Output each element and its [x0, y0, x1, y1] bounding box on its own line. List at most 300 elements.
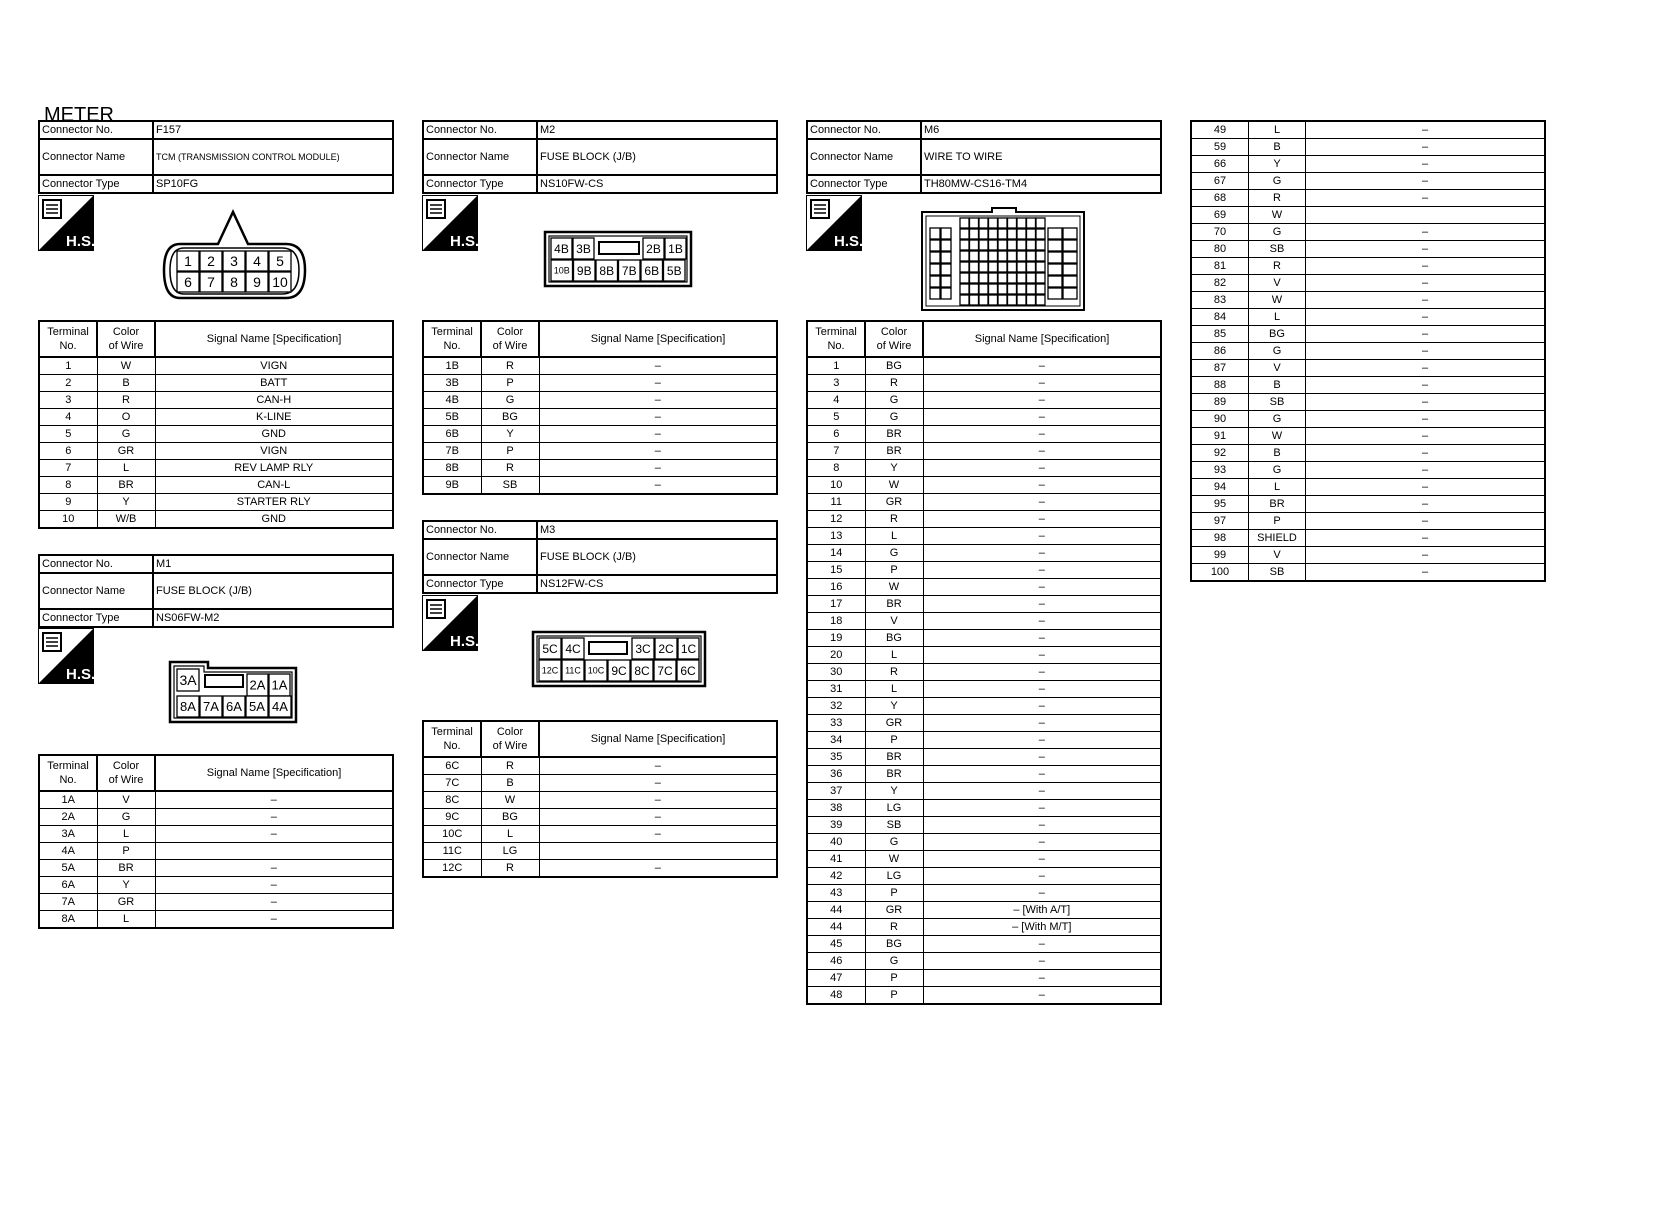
connector-pin	[960, 218, 969, 228]
signal-name: –	[1306, 275, 1546, 292]
terminal-no: 46	[807, 953, 865, 970]
table-row	[39, 392, 393, 409]
connector-pin	[1027, 240, 1036, 250]
pin-label: 8B	[599, 263, 615, 278]
table-row	[1191, 309, 1545, 326]
signal-name: –	[539, 375, 777, 392]
table-row	[807, 885, 1161, 902]
signal-name: –	[923, 647, 1161, 664]
terminal-table-m3	[422, 720, 778, 878]
connector-pin	[979, 240, 988, 250]
connector-pin	[970, 295, 979, 305]
terminal-no: 18	[807, 613, 865, 630]
terminal-no: 4	[807, 392, 865, 409]
wire-color: BR	[865, 766, 923, 783]
wire-color: GR	[97, 443, 155, 460]
connector-pin	[930, 228, 940, 239]
connector-pin	[970, 229, 979, 239]
wire-color: R	[481, 357, 539, 375]
terminal-no: 17	[807, 596, 865, 613]
terminal-table-m6-continued	[1190, 120, 1546, 582]
terminal-no: 48	[807, 987, 865, 1005]
signal-name: –	[1306, 173, 1546, 190]
terminal-no: 19	[807, 630, 865, 647]
wire-color: GR	[865, 902, 923, 919]
terminal-no: 10	[807, 477, 865, 494]
table-row	[807, 477, 1161, 494]
signal-name: –	[539, 860, 777, 878]
wire-color: R	[1249, 258, 1306, 275]
signal-name: –	[539, 775, 777, 792]
terminal-no: 7B	[423, 443, 481, 460]
table-row	[807, 732, 1161, 749]
table-row	[423, 843, 777, 860]
pin-label: 3B	[576, 241, 591, 256]
table-row	[807, 766, 1161, 783]
connector-pin	[941, 228, 951, 239]
terminal-no: 67	[1191, 173, 1249, 190]
table-row	[39, 860, 393, 877]
terminal-no: 4B	[423, 392, 481, 409]
connector-pin	[1036, 218, 1045, 228]
connector-no-label: Connector No.	[423, 121, 537, 139]
wire-color: Y	[865, 698, 923, 715]
connector-pin	[989, 295, 998, 305]
wire-color: P	[481, 443, 539, 460]
table-row	[39, 357, 393, 375]
connector-no-value: M1	[153, 555, 393, 573]
connector-pin	[960, 295, 969, 305]
connector-pin	[1008, 284, 1017, 294]
connector-pin	[979, 295, 988, 305]
connector-type-value: NS06FW-M2	[153, 609, 393, 627]
wire-color: W	[1249, 292, 1306, 309]
table-row	[1191, 394, 1545, 411]
terminal-no: 3	[807, 375, 865, 392]
table-row	[807, 936, 1161, 953]
wire-color: BR	[865, 749, 923, 766]
table-row	[807, 630, 1161, 647]
wire-color: V	[97, 791, 155, 809]
wire-color: SB	[1249, 564, 1306, 582]
wire-color: L	[481, 826, 539, 843]
table-row	[807, 953, 1161, 970]
connector-header-f157	[38, 120, 394, 194]
pin-label: 6C	[680, 663, 696, 678]
signal-name: –	[1306, 190, 1546, 207]
connector-latch	[589, 642, 627, 654]
connector-type-value: NS12FW-CS	[537, 575, 777, 593]
terminal-no: 80	[1191, 241, 1249, 258]
signal-name: –	[1306, 309, 1546, 326]
connector-pin	[1036, 229, 1045, 239]
signal-name: –	[539, 443, 777, 460]
svg-text:H.S.: H.S.	[66, 233, 94, 250]
wire-color: R	[865, 664, 923, 681]
wire-color: SB	[1249, 241, 1306, 258]
pin-label: 2C	[658, 641, 674, 656]
connector-pin	[998, 229, 1007, 239]
table-row	[1191, 326, 1545, 343]
terminal-no: 33	[807, 715, 865, 732]
connector-latch	[205, 675, 243, 687]
pin-label: 1	[184, 253, 192, 270]
terminal-no: 41	[807, 851, 865, 868]
signal-name: –	[1306, 121, 1546, 139]
terminal-no: 10C	[423, 826, 481, 843]
wire-color: V	[865, 613, 923, 630]
connector-pin	[960, 229, 969, 239]
signal-name: –	[923, 460, 1161, 477]
table-row	[807, 970, 1161, 987]
wire-color: G	[1249, 224, 1306, 241]
terminal-no: 91	[1191, 428, 1249, 445]
connector-header-m2	[422, 120, 778, 194]
connector-diagram-m2	[543, 230, 695, 295]
connector-pin	[989, 251, 998, 261]
terminal-no: 14	[807, 545, 865, 562]
terminal-no: 7A	[39, 894, 97, 911]
connector-pin	[930, 264, 940, 275]
connector-pin	[1008, 262, 1017, 272]
terminal-no: 1B	[423, 357, 481, 375]
connector-pin	[1008, 295, 1017, 305]
pin-label: 8C	[634, 663, 650, 678]
signal-name: –	[539, 460, 777, 477]
signal-name: – [With M/T]	[923, 919, 1161, 936]
signal-name-header: Signal Name [Specification]	[923, 321, 1161, 357]
connector-pin	[970, 251, 979, 261]
table-row	[807, 800, 1161, 817]
terminal-no: 47	[807, 970, 865, 987]
pin-label: 6B	[644, 263, 660, 278]
signal-name: –	[539, 826, 777, 843]
table-row	[807, 783, 1161, 800]
table-row	[1191, 258, 1545, 275]
wire-color: G	[1249, 462, 1306, 479]
connector-pin	[941, 276, 951, 287]
signal-name: STARTER RLY	[155, 494, 393, 511]
terminal-no: 35	[807, 749, 865, 766]
connector-pin	[1027, 284, 1036, 294]
wire-color: L	[865, 647, 923, 664]
signal-name: CAN-L	[155, 477, 393, 494]
connector-type-value: TH80MW-CS16-TM4	[921, 175, 1161, 193]
wire-color: P	[1249, 513, 1306, 530]
wire-color: R	[865, 375, 923, 392]
svg-text:H.S.: H.S.	[66, 666, 94, 683]
signal-name: –	[923, 357, 1161, 375]
wire-color: G	[865, 953, 923, 970]
table-row	[423, 375, 777, 392]
terminal-no: 20	[807, 647, 865, 664]
signal-name: –	[923, 953, 1161, 970]
connector-pin	[1008, 218, 1017, 228]
terminal-no: 92	[1191, 445, 1249, 462]
connector-pin	[1036, 262, 1045, 272]
signal-name: –	[155, 911, 393, 929]
signal-name: –	[923, 936, 1161, 953]
table-row	[807, 834, 1161, 851]
signal-name: –	[923, 885, 1161, 902]
table-row	[39, 375, 393, 392]
connector-header-m1	[38, 554, 394, 628]
terminal-no: 4	[39, 409, 97, 426]
hs-icon	[38, 628, 94, 684]
table-row	[1191, 275, 1545, 292]
connector-type-value: NS10FW-CS	[537, 175, 777, 193]
table-row	[423, 826, 777, 843]
signal-name: –	[923, 987, 1161, 1005]
table-row	[1191, 139, 1545, 156]
table-row	[39, 409, 393, 426]
terminal-no: 81	[1191, 258, 1249, 275]
connector-pin	[941, 252, 951, 263]
signal-name: –	[539, 792, 777, 809]
pin-label: 7B	[621, 263, 637, 278]
terminal-no-header: Terminal No.	[39, 755, 97, 791]
table-row	[807, 426, 1161, 443]
signal-name: –	[155, 826, 393, 843]
terminal-no: 87	[1191, 360, 1249, 377]
table-row	[1191, 360, 1545, 377]
terminal-no: 99	[1191, 547, 1249, 564]
signal-name-header: Signal Name [Specification]	[155, 755, 393, 791]
wire-color: BG	[865, 936, 923, 953]
signal-name: –	[923, 511, 1161, 528]
signal-name: –	[539, 809, 777, 826]
table-row	[1191, 462, 1545, 479]
wire-color: P	[865, 987, 923, 1005]
signal-name: –	[923, 783, 1161, 800]
pin-label: 3	[230, 253, 238, 270]
table-row	[807, 987, 1161, 1005]
wire-color: G	[97, 426, 155, 443]
table-row	[807, 647, 1161, 664]
wire-color: V	[1249, 275, 1306, 292]
table-row	[807, 664, 1161, 681]
wire-color: Y	[97, 494, 155, 511]
wire-color: W/B	[97, 511, 155, 529]
connector-pin	[979, 229, 988, 239]
connector-pin	[1048, 264, 1062, 275]
connector-name-label: Connector Name	[39, 139, 153, 175]
connector-pin	[1017, 284, 1026, 294]
connector-pin	[979, 284, 988, 294]
connector-header-m6	[806, 120, 1162, 194]
svg-text:H.S.: H.S.	[450, 233, 478, 250]
signal-name: –	[155, 860, 393, 877]
table-row	[39, 809, 393, 826]
terminal-no: 5A	[39, 860, 97, 877]
pin-label: 8	[230, 274, 238, 291]
terminal-no: 68	[1191, 190, 1249, 207]
signal-name: –	[923, 409, 1161, 426]
table-row	[1191, 173, 1545, 190]
connector-type-label: Connector Type	[807, 175, 921, 193]
table-row	[807, 681, 1161, 698]
terminal-no: 36	[807, 766, 865, 783]
connector-pin	[941, 240, 951, 251]
connector-pin	[941, 288, 951, 299]
connector-name-label: Connector Name	[423, 539, 537, 575]
connector-pin	[1027, 295, 1036, 305]
wire-color: G	[865, 545, 923, 562]
page-title: METER	[44, 104, 114, 126]
connector-pin	[1048, 276, 1062, 287]
wire-color: Y	[97, 877, 155, 894]
connector-pin	[1063, 288, 1077, 299]
terminal-no: 8	[807, 460, 865, 477]
signal-name: –	[923, 562, 1161, 579]
connector-name-value: WIRE TO WIRE	[921, 139, 1161, 175]
terminal-table-m6	[806, 320, 1162, 1005]
terminal-table-f157	[38, 320, 394, 529]
connector-latch	[599, 242, 639, 254]
table-row	[39, 460, 393, 477]
terminal-no: 94	[1191, 479, 1249, 496]
hs-icon	[422, 195, 478, 251]
terminal-no-header: Terminal No.	[423, 721, 481, 757]
wire-color: BR	[865, 426, 923, 443]
connector-pin	[960, 273, 969, 283]
table-row	[1191, 343, 1545, 360]
wire-color: G	[1249, 173, 1306, 190]
pin-label: 6	[184, 274, 192, 291]
terminal-no: 83	[1191, 292, 1249, 309]
signal-name: –	[923, 443, 1161, 460]
wire-color: BG	[865, 630, 923, 647]
wire-color: P	[865, 885, 923, 902]
table-row	[807, 443, 1161, 460]
terminal-no-header: Terminal No.	[39, 321, 97, 357]
wire-color: SHIELD	[1249, 530, 1306, 547]
svg-text:H.S.: H.S.	[834, 233, 862, 250]
table-row	[39, 511, 393, 529]
table-row	[807, 902, 1161, 919]
connector-pin	[1048, 228, 1062, 239]
wire-color: L	[97, 911, 155, 929]
wire-color: R	[1249, 190, 1306, 207]
connector-pin	[989, 284, 998, 294]
pin-label: 4A	[272, 699, 288, 715]
wire-color: G	[865, 834, 923, 851]
wire-color: Y	[865, 460, 923, 477]
connector-pin	[989, 229, 998, 239]
wire-color: BR	[865, 443, 923, 460]
signal-name: GND	[155, 511, 393, 529]
signal-name: –	[1306, 377, 1546, 394]
connector-pin	[1008, 229, 1017, 239]
table-row	[807, 613, 1161, 630]
table-row	[1191, 121, 1545, 139]
terminal-no: 85	[1191, 326, 1249, 343]
wire-color: BG	[481, 409, 539, 426]
signal-name: K-LINE	[155, 409, 393, 426]
connector-no-value: F157	[153, 121, 393, 139]
pin-label: 9B	[576, 263, 592, 278]
terminal-no: 1A	[39, 791, 97, 809]
connector-pin	[960, 240, 969, 250]
signal-name: – [With A/T]	[923, 902, 1161, 919]
signal-name: BATT	[155, 375, 393, 392]
connector-pin	[998, 273, 1007, 283]
terminal-no: 7	[807, 443, 865, 460]
wire-color: SB	[865, 817, 923, 834]
signal-name: VIGN	[155, 357, 393, 375]
connector-pin	[970, 218, 979, 228]
wire-color: P	[97, 843, 155, 860]
connector-pin	[979, 251, 988, 261]
connector-pin	[1008, 240, 1017, 250]
terminal-no: 49	[1191, 121, 1249, 139]
signal-name: –	[155, 877, 393, 894]
table-row	[807, 409, 1161, 426]
connector-diagram-m6	[920, 206, 1088, 317]
signal-name: –	[1306, 241, 1546, 258]
connector-pin	[970, 284, 979, 294]
terminal-table-m2	[422, 320, 778, 495]
terminal-no-header: Terminal No.	[807, 321, 865, 357]
terminal-no: 3	[39, 392, 97, 409]
wire-color: GR	[97, 894, 155, 911]
terminal-no: 44	[807, 919, 865, 936]
wire-color: G	[481, 392, 539, 409]
signal-name: –	[923, 851, 1161, 868]
wire-color: G	[1249, 411, 1306, 428]
signal-name: –	[923, 477, 1161, 494]
table-row	[807, 596, 1161, 613]
connector-pin	[930, 288, 940, 299]
wire-color: W	[481, 792, 539, 809]
table-row	[1191, 224, 1545, 241]
connector-type-label: Connector Type	[423, 175, 537, 193]
wire-color: LG	[865, 868, 923, 885]
connector-pin	[989, 262, 998, 272]
table-row	[39, 826, 393, 843]
wire-color: L	[1249, 309, 1306, 326]
connector-pin	[979, 262, 988, 272]
connector-pin	[960, 262, 969, 272]
connector-pin	[960, 251, 969, 261]
connector-no-value: M6	[921, 121, 1161, 139]
signal-name: –	[1306, 428, 1546, 445]
table-row	[807, 494, 1161, 511]
pin-label: 10	[272, 274, 288, 291]
connector-pin	[989, 240, 998, 250]
table-row	[807, 392, 1161, 409]
wire-color: R	[481, 757, 539, 775]
signal-name-header: Signal Name [Specification]	[539, 721, 777, 757]
terminal-no: 32	[807, 698, 865, 715]
wire-color: L	[1249, 121, 1306, 139]
wire-color: Y	[865, 783, 923, 800]
connector-diagram-m3	[531, 630, 709, 695]
connector-pin	[1063, 276, 1077, 287]
connector-pin	[1027, 218, 1036, 228]
wire-color: L	[1249, 479, 1306, 496]
table-row	[39, 494, 393, 511]
terminal-no: 93	[1191, 462, 1249, 479]
terminal-no: 12C	[423, 860, 481, 878]
connector-pin	[979, 273, 988, 283]
pin-label: 7A	[203, 699, 219, 715]
signal-name: –	[155, 809, 393, 826]
table-row	[423, 409, 777, 426]
table-row	[1191, 207, 1545, 224]
terminal-no: 84	[1191, 309, 1249, 326]
terminal-no: 8C	[423, 792, 481, 809]
